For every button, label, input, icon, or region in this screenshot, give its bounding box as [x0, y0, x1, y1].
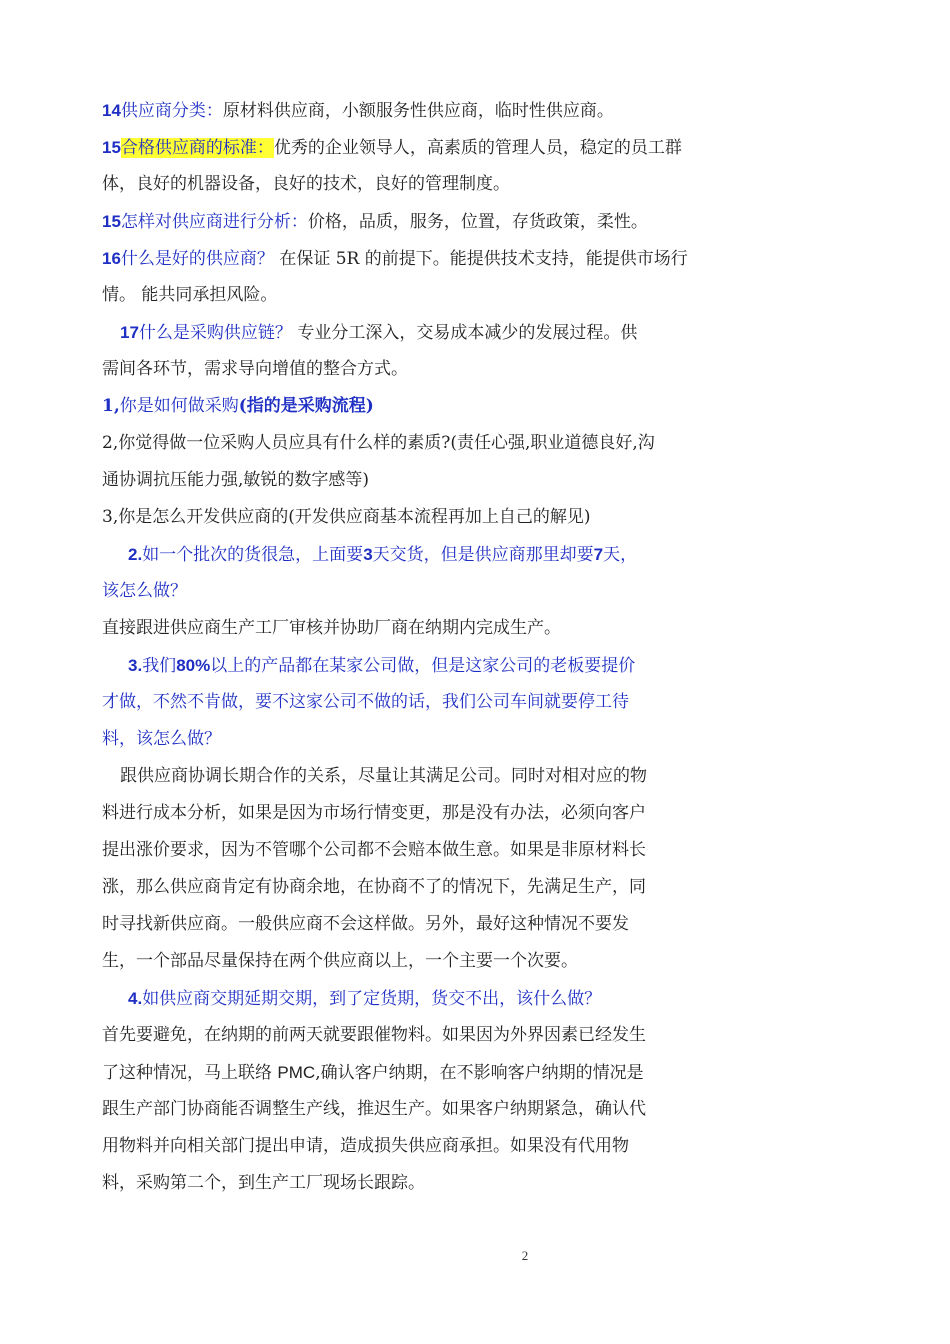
line-answer-3-4: 涨，那么供应商肯定有协商余地，在协商不了的情况下，先满足生产，同 [102, 877, 646, 897]
line-question-2-cont: 该怎么做？ [102, 581, 187, 601]
page-number: 2 [521, 1248, 529, 1263]
line-answer-3-1: 跟供应商协调长期合作的关系，尽量让其满足公司。同时对相对应的物 [120, 766, 647, 786]
line-supplier-types: 14供应商分类：原材料供应商，小额服务性供应商，临时性供应商。 [102, 101, 614, 121]
line-qualified-supplier: 15合格供应商的标准：优秀的企业领导人，高素质的管理人员，稳定的员工群 [102, 138, 682, 158]
line-answer-2: 直接跟进供应商生产工厂审核并协助厂商在纳期内完成生产。 [102, 618, 561, 638]
line-question-3-cont2: 料，该怎么做？ [102, 729, 221, 749]
line-good-supplier: 16什么是好的供应商？ 在保证 5R 的前提下。能提供技术支持，能提供市场行 [102, 249, 688, 269]
line-supply-chain: 17什么是采购供应链？ 专业分工深入，交易成本减少的发展过程。供 [120, 323, 638, 343]
line-question-2a: 2,你觉得做一位采购人员应具有什么样的素质?(责任心强,职业道德良好,沟 [102, 433, 655, 453]
line-answer-3-3: 提出涨价要求，因为不管哪个公司都不会赔本做生意。如果是非原材料长 [102, 840, 646, 860]
line-question-3a: 3,你是怎么开发供应商的(开发供应商基本流程再加上自己的解见) [102, 507, 591, 527]
line-supply-chain-cont: 需间各环节，需求导向增值的整合方式。 [102, 359, 408, 379]
line-question-2a-cont: 通协调抗压能力强,敏锐的数字感等) [102, 470, 370, 490]
line-qualified-supplier-cont: 体，良好的机器设备，良好的技术，良好的管理制度。 [102, 174, 510, 194]
line-answer-3-6: 生，一个部品尽量保持在两个供应商以上，一个主要一个次要。 [102, 951, 578, 971]
line-answer-3-2: 料进行成本分析，如果是因为市场行情变更，那是没有办法，必须向客户 [102, 803, 646, 823]
line-question-2: 2.如一个批次的货很急，上面要3天交货，但是供应商那里却要7天， [128, 545, 638, 565]
line-question-3-cont1: 才做，不然不肯做，要不这家公司不做的话，我们公司车间就要停工待 [102, 692, 629, 712]
line-question-1: 1,你是如何做采购(指的是采购流程) [102, 396, 374, 416]
line-answer-4-2: 了这种情况，马上联络 PMC,确认客户纳期，在不影响客户纳期的情况是 [102, 1063, 644, 1083]
line-question-4: 4.如供应商交期延期交期，到了定货期，货交不出，该什么做？ [128, 989, 602, 1009]
line-question-3: 3.我们80%以上的产品都在某家公司做，但是这家公司的老板要提价 [128, 656, 636, 676]
line-answer-4-5: 料，采购第二个，到生产工厂现场长跟踪。 [102, 1173, 425, 1193]
line-answer-4-3: 跟生产部门协商能否调整生产线，推迟生产。如果客户纳期紧急，确认代 [102, 1099, 646, 1119]
line-supplier-analysis: 15怎样对供应商进行分析：价格，品质，服务，位置，存货政策，柔性。 [102, 212, 648, 232]
document-body [102, 92, 762, 1202]
line-answer-3-5: 时寻找新供应商。一般供应商不会这样做。另外，最好这种情况不要发 [102, 914, 629, 934]
line-answer-4-1: 首先要避免，在纳期的前两天就要跟催物料。如果因为外界因素已经发生 [102, 1025, 646, 1045]
line-good-supplier-cont: 情。 能共同承担风险。 [102, 285, 278, 305]
line-answer-4-4: 用物料并向相关部门提出申请，造成损失供应商承担。如果没有代用物 [102, 1136, 629, 1156]
highlighted-heading: 合格供应商的标准： [120, 138, 274, 158]
